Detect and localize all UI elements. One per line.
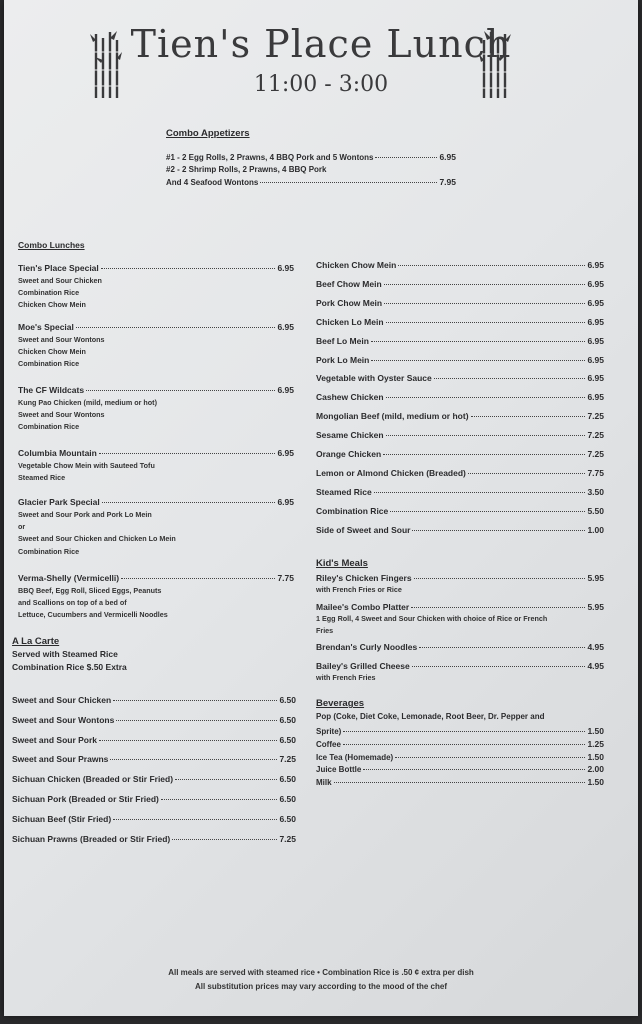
a-la-carte-item: Sichuan Beef (Stir Fried) 6.50 (12, 813, 296, 824)
pop-item: Sprite) 1.50 (316, 726, 604, 736)
beverages-heading: Beverages (316, 698, 365, 709)
combo-lunch-item-desc-2: and Scallions on top of a bed of (18, 598, 127, 608)
menu-title: Tien's Place Lunch (130, 22, 512, 66)
a-la-carte-item: Sweet and Sour Pork 6.50 (12, 734, 296, 745)
combo-lunch-item-desc-2: or (18, 522, 26, 532)
combo-lunch-item-desc-1: Kung Pao Chicken (mild, medium or hot) (18, 398, 157, 407)
combo-lunch-item-desc-3: Sweet and Sour Chicken and Chicken Lo Mein (18, 534, 176, 544)
combo-lunch-item-desc-3: Combination Rice (18, 422, 80, 432)
combo-lunch-item-desc-1: Sweet and Sour Wontons (18, 335, 105, 344)
combo-lunch-item: The CF Wildcats 6.95 (18, 385, 294, 395)
kids-meal-item-desc-1: with French Fries (316, 673, 376, 682)
kids-meal-item-desc-2: Fries (316, 626, 334, 636)
main-item: Chicken Chow Mein 6.95 (316, 260, 604, 270)
combo-lunch-item-desc-2: Sweet and Sour Wontons (18, 410, 105, 420)
main-item: Beef Lo Mein 6.95 (316, 335, 604, 346)
combo-lunch-item: Columbia Mountain 6.95 (18, 448, 294, 458)
a-la-carte-item: Sichuan Pork (Breaded or Stir Fried) 6.50 (12, 794, 296, 804)
a-la-carte-heading: A La Carte (12, 636, 60, 647)
combo-lunch-item-desc-1: Vegetable Chow Mein with Sauteed Tofu (18, 461, 155, 470)
beverage-item: Ice Tea (Homemade) 1.50 (316, 751, 604, 762)
combo-lunch-item: Glacier Park Special 6.95 (18, 497, 294, 507)
a-la-carte-item: Sichuan Chicken (Breaded or Stir Fried) 6.50 (12, 774, 296, 785)
combo-lunch-item: Moe's Special 6.95 (18, 322, 294, 332)
a-la-carte-item: Sweet and Sour Wontons 6.50 (12, 714, 296, 725)
appetizer-item-1: #1 - 2 Egg Rolls, 2 Prawns, 4 BBQ Pork and 5 Wontons 6.95 (166, 152, 456, 162)
a-la-carte-item: Sweet and Sour Chicken 6.50 (12, 695, 296, 705)
a-la-carte-item: Sichuan Prawns (Breaded or Stir Fried) 7.25 (12, 833, 296, 844)
menu-page (4, 0, 638, 1016)
main-item: Side of Sweet and Sour 1.00 (316, 524, 604, 535)
kids-meal-item: Brendan's Curly Noodles 4.95 (316, 642, 604, 652)
combo-lunch-item-desc-2: Combination Rice (18, 288, 80, 298)
kids-meal-item: Mailee's Combo Platter 5.95 (316, 602, 604, 612)
combo-lunch-item-desc-2: Steamed Rice (18, 473, 66, 483)
main-item: Pork Chow Mein 6.95 (316, 297, 604, 308)
combo-lunch-item-desc-1: BBQ Beef, Egg Roll, Sliced Eggs, Peanuts (18, 586, 162, 595)
main-item: Sesame Chicken 7.25 (316, 430, 604, 441)
combo-lunch-item: Tien's Place Special 6.95 (18, 263, 294, 273)
main-item: Combination Rice 5.50 (316, 505, 604, 516)
kids-meal-item: Bailey's Grilled Cheese 4.95 (316, 661, 604, 671)
combo-lunch-item-desc-3: Combination Rice (18, 359, 80, 369)
footer-line-1: All meals are served with steamed rice • Combination Rice is .50 ¢ extra per dish (168, 968, 474, 977)
kids-meal-item-desc-1: 1 Egg Roll, 4 Sweet and Sour Chicken with choice of Rice or French (316, 614, 548, 623)
a-la-carte-note-1: Served with Steamed Rice (12, 649, 118, 659)
footer-line-2: All substitution prices may vary according to the mood of the chef (194, 982, 448, 991)
combo-lunch-item-desc-1: Sweet and Sour Chicken (18, 276, 102, 285)
menu-hours: 11:00 - 3:00 (253, 72, 389, 97)
main-item: Cashew Chicken 6.95 (316, 392, 604, 403)
combo-lunch-item: Verma-Shelly (Vermicelli) 7.75 (18, 573, 294, 583)
main-item: Orange Chicken 7.25 (316, 449, 604, 459)
main-item: Steamed Rice 3.50 (316, 486, 604, 497)
beverage-item: Juice Bottle 2.00 (316, 764, 604, 775)
combo-lunch-item-desc-4: Combination Rice (18, 546, 80, 556)
combo-lunch-item-desc-1: Sweet and Sour Pork and Pork Lo Mein (18, 510, 152, 519)
beverage-item: Milk 1.50 (316, 776, 604, 787)
pop-line-1: Pop (Coke, Diet Coke, Lemonade, Root Beer, Dr. Pepper and (316, 712, 545, 721)
combo-lunch-item-desc-3: Chicken Chow Mein (18, 300, 86, 310)
combo-appetizers-heading: Combo Appetizers (166, 128, 250, 139)
kids-meals-heading: Kid's Meals (316, 558, 368, 569)
kids-meal-item-desc-1: with French Fries or Rice (316, 585, 402, 594)
main-item: Pork Lo Mein 6.95 (316, 354, 604, 365)
combo-lunch-item-desc-2: Chicken Chow Mein (18, 347, 86, 357)
appetizer-item-2-line1: #2 - 2 Shrimp Rolls, 2 Prawns, 4 BBQ Pork (166, 165, 327, 174)
a-la-carte-note-2: Combination Rice $.50 Extra (12, 662, 127, 672)
main-item: Vegetable with Oyster Sauce 6.95 (316, 373, 604, 384)
main-item: Lemon or Almond Chicken (Breaded) 7.75 (316, 467, 604, 478)
beverage-item: Coffee 1.25 (316, 739, 604, 749)
combo-lunches-heading: Combo Lunches (18, 240, 85, 250)
kids-meal-item: Riley's Chicken Fingers 5.95 (316, 573, 604, 583)
combo-lunch-item-desc-3: Lettuce, Cucumbers and Vermicelli Noodles (18, 610, 168, 620)
main-item: Chicken Lo Mein 6.95 (316, 316, 604, 327)
appetizer-item-2: And 4 Seafood Wontons 7.95 (166, 177, 456, 187)
a-la-carte-item: Sweet and Sour Prawns 7.25 (12, 754, 296, 765)
main-item: Mongolian Beef (mild, medium or hot) 7.25 (316, 411, 604, 422)
main-item: Beef Chow Mein 6.95 (316, 278, 604, 289)
